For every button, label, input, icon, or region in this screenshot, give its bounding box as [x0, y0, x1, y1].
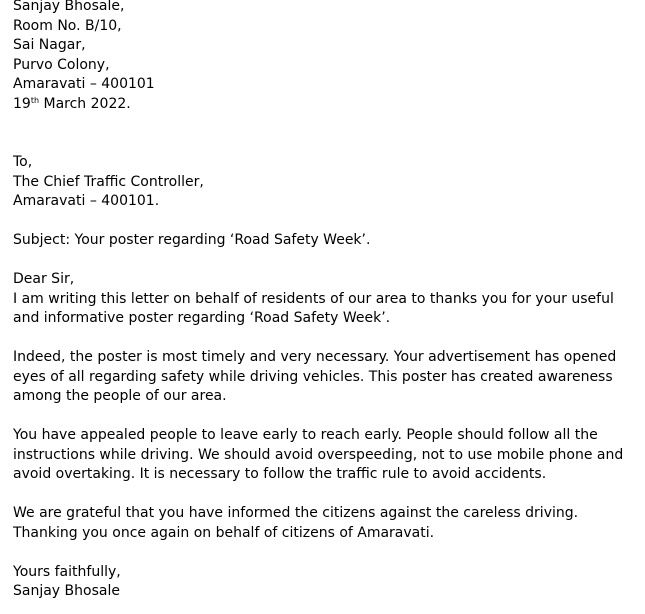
sender-colony: Purvo Colony,: [13, 56, 110, 73]
date-day: 19: [13, 95, 31, 112]
body-paragraph-1-line-2: and informative poster regarding ‘Road Safety Week’.: [13, 310, 391, 326]
sender-name: Sanjay Bhosale,: [13, 0, 125, 14]
sender-address: [13, 0, 638, 114]
body-paragraph-2-line-1: Indeed, the poster is most timely and very necessary. Your advertisement has opened: [13, 349, 617, 365]
signer-name: Sanjay Bhosale: [13, 583, 120, 599]
body-paragraph-1-line-1: I am writing this letter on behalf of residents of our area to thanks you for your useful: [13, 290, 614, 307]
body-paragraph-4-line-1: We are grateful that you have informed the citizens against the careless driving.: [13, 505, 579, 521]
sender-room: Room No. B/10,: [13, 17, 122, 34]
body-paragraph-3-line-3: avoid overtaking. It is necessary to follow the traffic rule to avoid accidents.: [13, 466, 547, 482]
recipient-title: The Chief Traffic Controller,: [13, 173, 204, 190]
body-paragraph-2: [13, 348, 638, 407]
date-ordinal-suffix: th: [30, 95, 40, 105]
body-paragraph-4-line-2: Thanking you once again on behalf of citizens of Amaravati.: [13, 524, 435, 541]
salutation: Dear Sir,: [13, 271, 75, 287]
body-paragraph-3: [13, 426, 638, 485]
letter-document: [13, 0, 638, 602]
recipient-to: To,: [13, 154, 33, 170]
closing-block: [13, 563, 638, 602]
body-paragraph-2-line-3: among the people of our area.: [13, 388, 227, 404]
salutation-and-intro: [13, 270, 638, 329]
subject-text: Subject: Your poster regarding ‘Road Safety Week’.: [13, 232, 371, 248]
subject-line: [13, 231, 638, 251]
recipient-address: [13, 153, 638, 212]
body-paragraph-3-line-1: You have appealed people to leave early to reach early. People should follow all the: [13, 427, 598, 443]
sender-area: Sai Nagar,: [13, 37, 86, 53]
body-paragraph-2-line-2: eyes of all regarding safety while driving vehicles. This poster has created awareness: [13, 368, 613, 385]
date-month-year: March 2022.: [39, 95, 131, 112]
letter-date: [13, 95, 638, 115]
body-paragraph-3-line-2: instructions while driving. We should avoid overspeeding, not to use mobile phone and: [13, 446, 624, 463]
recipient-city-pin: Amaravati – 400101.: [13, 193, 160, 209]
sign-off: Yours faithfully,: [13, 563, 121, 580]
sender-city-pin: Amaravati – 400101: [13, 76, 155, 92]
body-paragraph-4: [13, 504, 638, 543]
